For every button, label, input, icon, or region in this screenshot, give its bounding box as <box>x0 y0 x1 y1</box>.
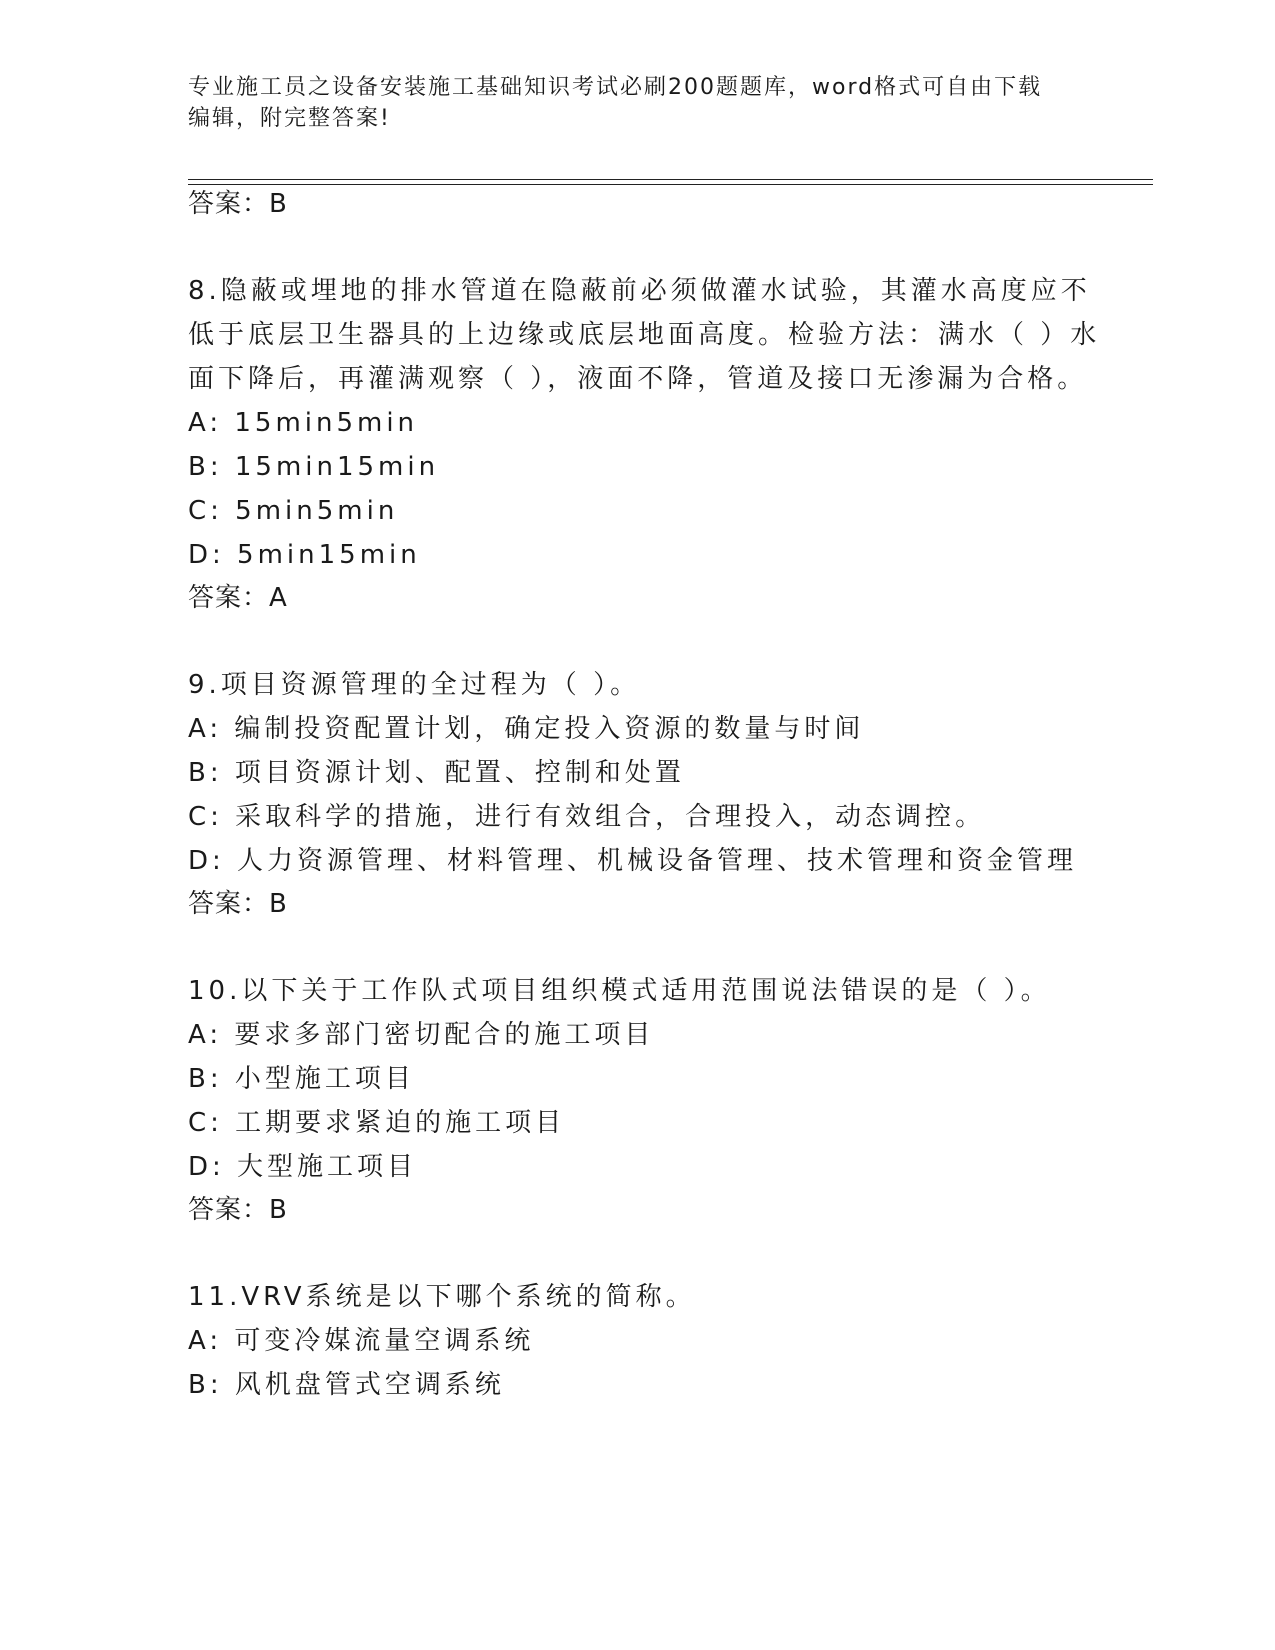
question-8-stem-line-2: 低于底层卫生器具的上边缘或底层地面高度。检验方法：满水（ ）水 <box>188 320 1101 350</box>
question-9-option-c: C: 采取科学的措施，进行有效组合，合理投入，动态调控。 <box>188 802 986 832</box>
header-rule-bottom <box>188 184 1153 185</box>
question-8-stem-line-1: 8.隐蔽或埋地的排水管道在隐蔽前必须做灌水试验，其灌水高度应不 <box>188 276 1091 306</box>
question-8-stem-line-3: 面下降后，再灌满观察（ ），液面不降，管道及接口无渗漏为合格。 <box>188 364 1088 394</box>
page-header: 专业施工员之设备安装施工基础知识考试必刷200题题库，word格式可自由下载 编辑，附完整答案! <box>188 75 1043 131</box>
question-11-option-b: B: 风机盘管式空调系统 <box>188 1370 505 1400</box>
question-9-stem: 9.项目资源管理的全过程为（ ）。 <box>188 670 641 700</box>
question-8-option-b: B: 15min15min <box>188 452 440 482</box>
header-rule-top <box>188 179 1153 180</box>
question-10-stem: 10.以下关于工作队式项目组织模式适用范围说法错误的是（ ）。 <box>188 976 1051 1006</box>
question-11-option-a: A: 可变冷媒流量空调系统 <box>188 1326 535 1356</box>
question-8-option-d: D: 5min15min <box>188 540 421 570</box>
question-10-option-d: D: 大型施工项目 <box>188 1152 418 1182</box>
question-9-option-b: B: 项目资源计划、配置、控制和处置 <box>188 758 685 788</box>
question-8-option-a: A: 15min5min <box>188 408 419 438</box>
question-10-option-c: C: 工期要求紧迫的施工项目 <box>188 1108 566 1138</box>
question-8-answer: 答案：A <box>188 583 288 613</box>
question-10-answer: 答案：B <box>188 1195 288 1225</box>
question-10-option-a: A: 要求多部门密切配合的施工项目 <box>188 1020 655 1050</box>
question-11-stem: 11.VRV系统是以下哪个系统的简称。 <box>188 1282 696 1312</box>
answer-previous: 答案：B <box>188 189 288 219</box>
question-9-option-a: A: 编制投资配置计划，确定投入资源的数量与时间 <box>188 714 865 744</box>
question-8-option-c: C: 5min5min <box>188 496 399 526</box>
question-10-option-b: B: 小型施工项目 <box>188 1064 415 1094</box>
question-9-answer: 答案：B <box>188 889 288 919</box>
question-9-option-d: D: 人力资源管理、材料管理、机械设备管理、技术管理和资金管理 <box>188 846 1078 876</box>
